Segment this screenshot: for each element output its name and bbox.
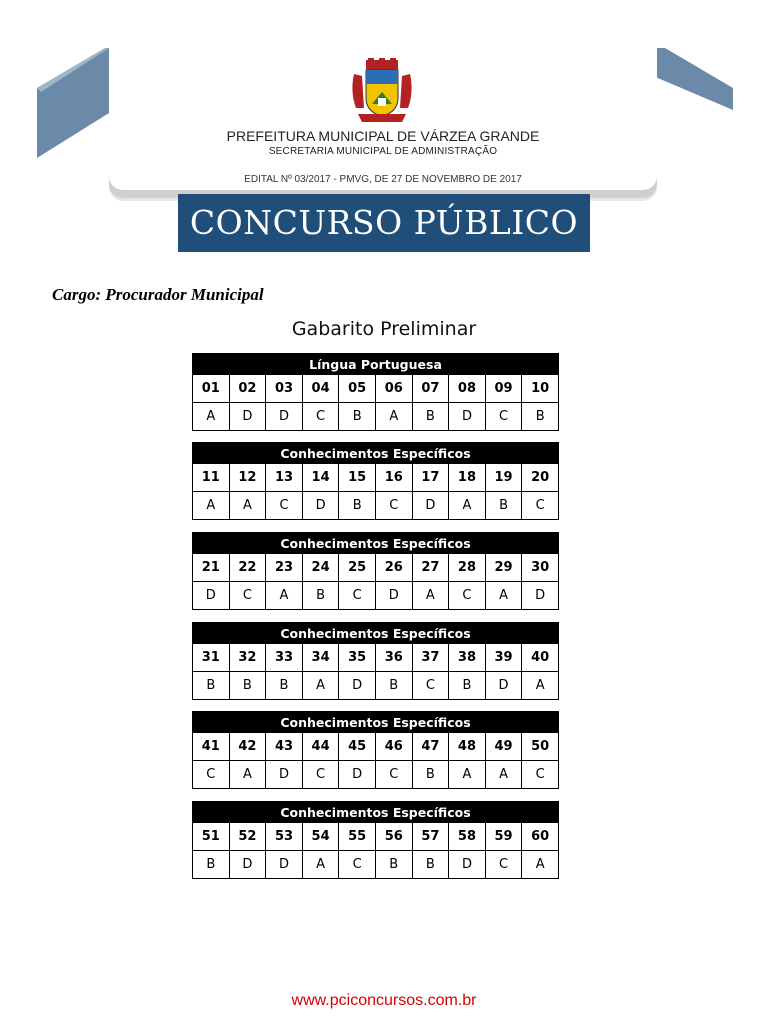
question-number: 15 (339, 464, 376, 492)
answer-table (192, 801, 559, 879)
answer-cell: A (522, 851, 559, 879)
answer-cell: C (375, 492, 412, 520)
answers-row (193, 761, 559, 789)
answer-cell: D (522, 582, 559, 610)
question-number: 40 (522, 644, 559, 672)
answer-cell: C (485, 851, 522, 879)
answer-cell: D (193, 582, 230, 610)
question-number: 38 (449, 644, 486, 672)
question-number: 21 (193, 554, 230, 582)
answer-cell: A (375, 403, 412, 431)
answer-cell: C (302, 761, 339, 789)
question-number: 20 (522, 464, 559, 492)
question-number: 18 (449, 464, 486, 492)
answer-cell: C (302, 403, 339, 431)
question-number: 56 (375, 823, 412, 851)
question-number: 46 (375, 733, 412, 761)
block-title: Conhecimentos Específicos (193, 443, 559, 464)
answers-row (193, 492, 559, 520)
answer-cell: A (522, 672, 559, 700)
answer-table (192, 353, 559, 431)
answer-table (192, 622, 559, 700)
question-number: 26 (375, 554, 412, 582)
answer-table (192, 532, 559, 610)
question-numbers-row (193, 554, 559, 582)
answer-cell: D (229, 403, 266, 431)
answer-cell: D (412, 492, 449, 520)
question-number: 23 (266, 554, 303, 582)
question-number: 12 (229, 464, 266, 492)
answer-cell: B (412, 851, 449, 879)
answer-cell: B (375, 672, 412, 700)
question-number: 44 (302, 733, 339, 761)
question-number: 41 (193, 733, 230, 761)
question-number: 32 (229, 644, 266, 672)
header-card (109, 48, 657, 190)
answer-cell: C (339, 851, 376, 879)
answer-cell: C (522, 761, 559, 789)
answer-cell: C (193, 761, 230, 789)
question-number: 16 (375, 464, 412, 492)
gabarito-title: Gabarito Preliminar (291, 318, 477, 340)
question-number: 54 (302, 823, 339, 851)
answer-cell: D (485, 672, 522, 700)
answer-cell: B (485, 492, 522, 520)
answers-row (193, 672, 559, 700)
question-number: 22 (229, 554, 266, 582)
answer-block (192, 532, 559, 610)
answer-block (192, 353, 559, 431)
question-number: 13 (266, 464, 303, 492)
question-number: 49 (485, 733, 522, 761)
right-ribbon-decoration (653, 48, 733, 158)
footer-link[interactable]: www.pciconcursos.com.br (291, 992, 477, 1009)
question-number: 05 (339, 375, 376, 403)
answers-row (193, 582, 559, 610)
block-title: Conhecimentos Específicos (193, 712, 559, 733)
question-number: 57 (412, 823, 449, 851)
left-ribbon-decoration (37, 48, 117, 158)
answer-cell: C (229, 582, 266, 610)
question-number: 01 (193, 375, 230, 403)
answer-cell: D (339, 672, 376, 700)
municipal-crest-icon (346, 58, 418, 124)
answer-cell: A (229, 492, 266, 520)
answer-cell: A (193, 403, 230, 431)
question-number: 25 (339, 554, 376, 582)
question-number: 33 (266, 644, 303, 672)
answer-cell: C (522, 492, 559, 520)
block-title: Conhecimentos Específicos (193, 623, 559, 644)
answer-cell: D (302, 492, 339, 520)
answer-cell: D (449, 851, 486, 879)
answers-row (193, 403, 559, 431)
question-numbers-row (193, 823, 559, 851)
answer-cell: A (485, 761, 522, 789)
question-number: 37 (412, 644, 449, 672)
answer-cell: A (302, 851, 339, 879)
question-number: 43 (266, 733, 303, 761)
answer-cell: B (229, 672, 266, 700)
question-number: 19 (485, 464, 522, 492)
question-number: 42 (229, 733, 266, 761)
concurso-banner: CONCURSO PÚBLICO (178, 194, 590, 252)
answer-cell: A (302, 672, 339, 700)
question-numbers-row (193, 733, 559, 761)
question-number: 58 (449, 823, 486, 851)
answer-cell: B (412, 761, 449, 789)
answer-cell: A (229, 761, 266, 789)
answer-cell: A (193, 492, 230, 520)
question-number: 17 (412, 464, 449, 492)
answer-cell: A (449, 761, 486, 789)
answer-cell: D (449, 403, 486, 431)
question-numbers-row (193, 464, 559, 492)
answer-cell: B (302, 582, 339, 610)
question-number: 52 (229, 823, 266, 851)
answer-cell: B (266, 672, 303, 700)
org-subtitle: SECRETARIA MUNICIPAL DE ADMINISTRAÇÃO (268, 146, 498, 157)
answer-cell: B (375, 851, 412, 879)
question-number: 51 (193, 823, 230, 851)
question-number: 09 (485, 375, 522, 403)
cargo-label: Cargo: Procurador Municipal (52, 285, 264, 304)
question-number: 11 (193, 464, 230, 492)
question-number: 10 (522, 375, 559, 403)
question-number: 03 (266, 375, 303, 403)
answer-block (192, 442, 559, 520)
answer-cell: B (412, 403, 449, 431)
question-number: 55 (339, 823, 376, 851)
question-numbers-row (193, 644, 559, 672)
question-number: 48 (449, 733, 486, 761)
question-number: 29 (485, 554, 522, 582)
answer-cell: D (339, 761, 376, 789)
answer-table (192, 442, 559, 520)
org-title: PREFEITURA MUNICIPAL DE VÁRZEA GRANDE (226, 128, 540, 144)
question-number: 30 (522, 554, 559, 582)
answer-cell: B (449, 672, 486, 700)
document-header (37, 48, 733, 256)
answer-cell: B (339, 492, 376, 520)
question-number: 07 (412, 375, 449, 403)
question-number: 36 (375, 644, 412, 672)
answer-cell: C (449, 582, 486, 610)
answers-row (193, 851, 559, 879)
question-number: 08 (449, 375, 486, 403)
question-number: 59 (485, 823, 522, 851)
question-number: 53 (266, 823, 303, 851)
block-title: Conhecimentos Específicos (193, 533, 559, 554)
question-number: 28 (449, 554, 486, 582)
question-number: 04 (302, 375, 339, 403)
answer-cell: C (485, 403, 522, 431)
edital-line: EDITAL Nº 03/2017 - PMVG, DE 27 DE NOVEMBRO DE 2017 (244, 174, 522, 185)
question-number: 02 (229, 375, 266, 403)
answer-cell: D (229, 851, 266, 879)
answer-cell: C (339, 582, 376, 610)
answer-cell: C (375, 761, 412, 789)
answer-cell: C (412, 672, 449, 700)
question-number: 35 (339, 644, 376, 672)
question-number: 39 (485, 644, 522, 672)
answer-cell: A (266, 582, 303, 610)
answer-table (192, 711, 559, 789)
question-number: 06 (375, 375, 412, 403)
question-number: 60 (522, 823, 559, 851)
answer-cell: A (485, 582, 522, 610)
answer-cell: B (522, 403, 559, 431)
question-numbers-row (193, 375, 559, 403)
answer-cell: C (266, 492, 303, 520)
question-number: 50 (522, 733, 559, 761)
answer-block (192, 801, 559, 879)
question-number: 27 (412, 554, 449, 582)
answer-cell: D (266, 761, 303, 789)
block-title: Conhecimentos Específicos (193, 802, 559, 823)
answer-cell: A (449, 492, 486, 520)
answer-cell: D (266, 403, 303, 431)
question-number: 45 (339, 733, 376, 761)
question-number: 31 (193, 644, 230, 672)
question-number: 47 (412, 733, 449, 761)
answer-block (192, 622, 559, 700)
answer-cell: B (193, 672, 230, 700)
question-number: 24 (302, 554, 339, 582)
answer-cell: A (412, 582, 449, 610)
question-number: 34 (302, 644, 339, 672)
answer-cell: B (339, 403, 376, 431)
block-title: Língua Portuguesa (193, 354, 559, 375)
question-number: 14 (302, 464, 339, 492)
answer-cell: D (375, 582, 412, 610)
answer-cell: B (193, 851, 230, 879)
answer-cell: D (266, 851, 303, 879)
answer-block (192, 711, 559, 789)
